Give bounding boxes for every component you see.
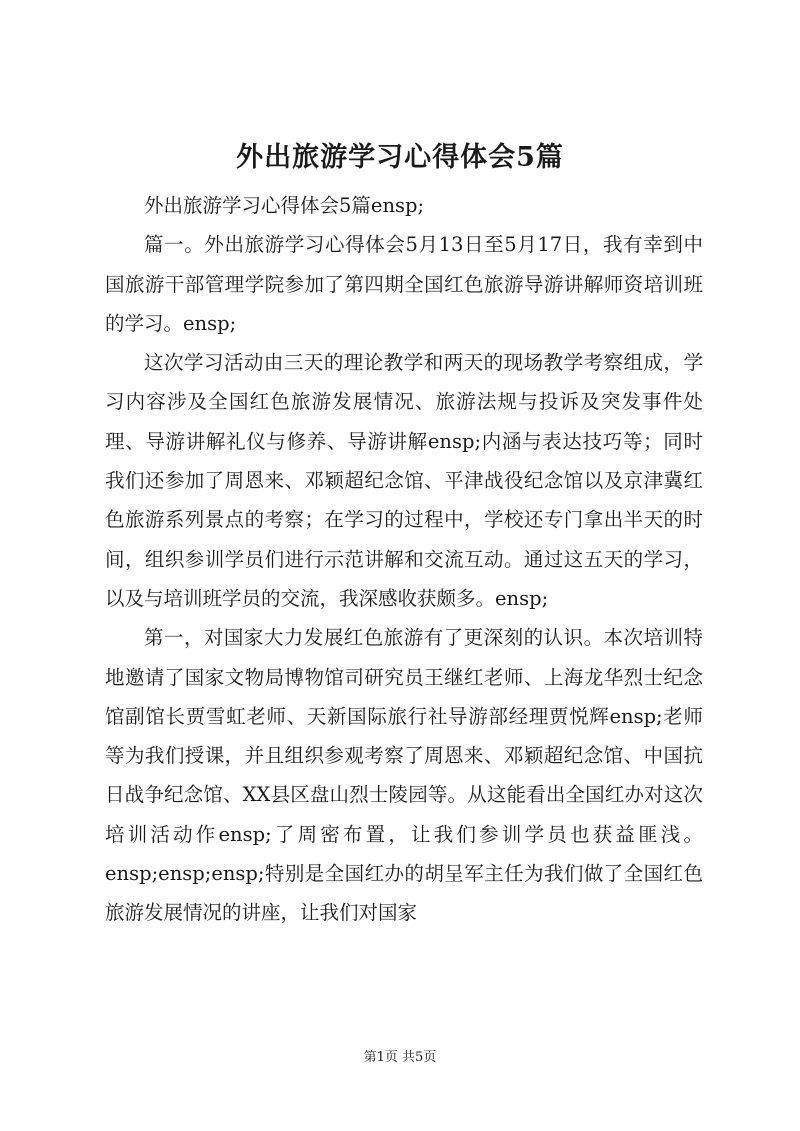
document-title: 外出旅游学习心得体会5篇	[236, 142, 564, 173]
paragraph: 第一，对国家大力发展红色旅游有了更深刻的认识。本次培训特地邀请了国家文物局博物馆司研究员王继红老师、上海龙华烈士纪念馆副馆长贾雪虹老师、天新国际旅行社导游部经理贾悦辉ensp;老师等为我们授课，并且组织参观考察了周恩来、邓颖超纪念馆、中国抗日战争纪念馆、XX县区盘山烈士陵园等。从这能看出全国红办对这次培训活动作ensp;了周密布置，让我们参训学员也获益匪浅。ensp;ensp;ensp;特别是全国红办的胡呈军主任为我们做了全国红色旅游发展情况的讲座，让我们对国家	[105, 626, 703, 925]
page-number-footer: 第1页 共5页	[363, 1050, 437, 1065]
document-body	[105, 186, 703, 933]
paragraph: 外出旅游学习心得体会5篇ensp;	[144, 194, 425, 217]
paragraph: 这次学习活动由三天的理论教学和两天的现场教学考察组成，学习内容涉及全国红色旅游发展情况、旅游法规与投诉及突发事件处理、导游讲解礼仪与修养、导游讲解ensp;内涵与表达技巧等；同时我们还参加了周恩来、邓颖超纪念馆、平津战役纪念馆以及京津冀红色旅游系列景点的考察；在学习的过程中，学校还专门拿出半天的时间，组织参训学员们进行示范讲解和交流互动。通过这五天的学习，以及与培训班学员的交流，我深感收获颇多。ensp;	[105, 351, 703, 610]
paragraph: 篇一。外出旅游学习心得体会5月13日至5月17日，我有幸到中国旅游干部管理学院参加了第四期全国红色旅游导游讲解师资培训班的学习。ensp;	[105, 233, 703, 335]
